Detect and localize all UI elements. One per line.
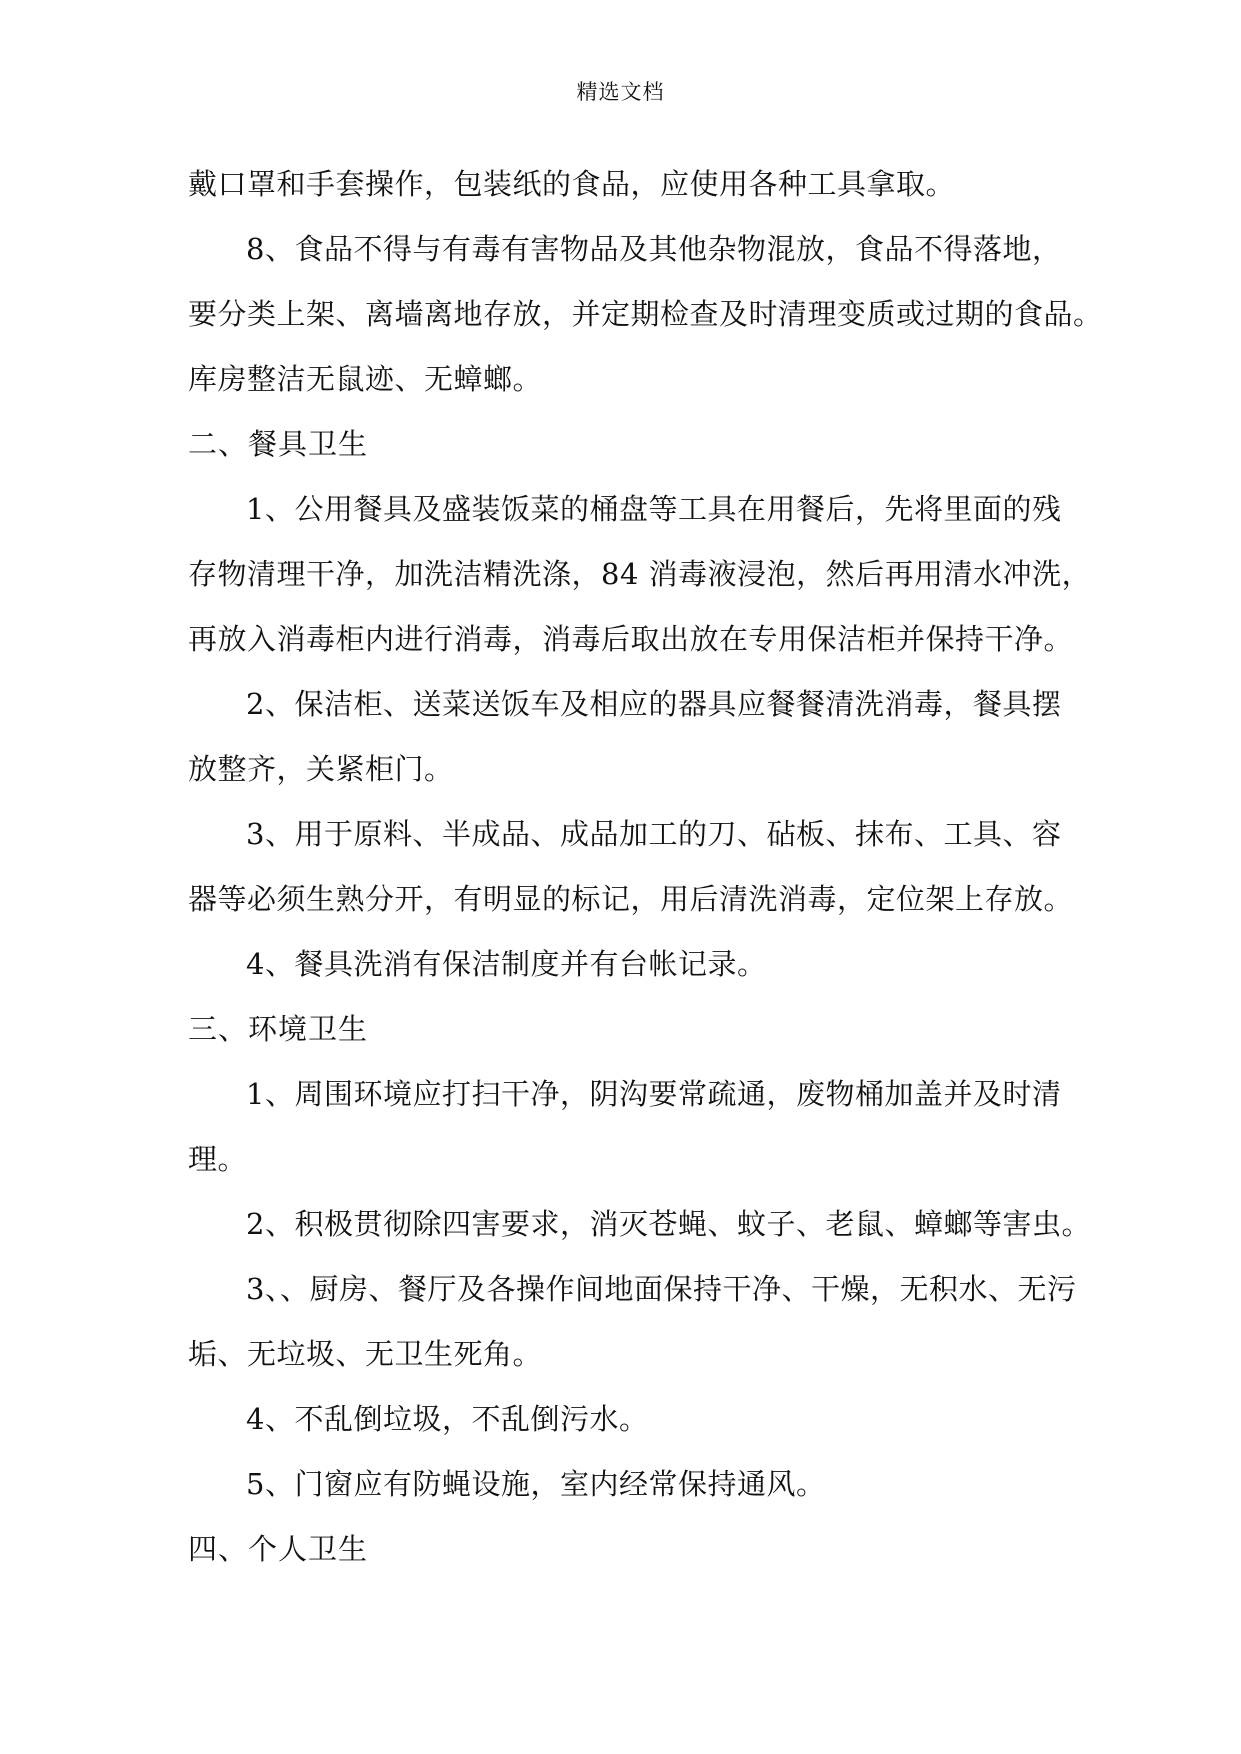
- paragraph-line: 5、门窗应有防蝇设施，室内经常保持通风。: [246, 1467, 826, 1501]
- paragraph-line: 器等必须生熟分开，有明显的标记，用后清洗消毒，定位架上存放。: [188, 882, 1074, 916]
- paragraph-line: 要分类上架、离墙离地存放，并定期检查及时清理变质或过期的食品。: [188, 297, 1103, 331]
- paragraph-line: 1、周围环境应打扫干净，阴沟要常疏通，废物桶加盖并及时清: [246, 1077, 1062, 1111]
- section-heading: 二、餐具卫生: [188, 427, 369, 461]
- paragraph-line: 垢、无垃圾、无卫生死角。: [188, 1337, 543, 1371]
- paragraph-line: 1、公用餐具及盛装饭菜的桶盘等工具在用餐后，先将里面的残: [246, 492, 1062, 526]
- paragraph-line: 2、积极贯彻除四害要求，消灭苍蝇、蚊子、老鼠、蟑螂等害虫。: [246, 1207, 1091, 1241]
- paragraph-line: 存物清理干净，加洗洁精洗涤，84 消毒液浸泡，然后再用清水冲洗，: [188, 557, 1092, 591]
- paragraph-line: 再放入消毒柜内进行消毒，消毒后取出放在专用保洁柜并保持干净。: [188, 622, 1074, 656]
- section-heading: 三、环境卫生: [188, 1012, 369, 1046]
- paragraph-line: 戴口罩和手套操作，包装纸的食品，应使用各种工具拿取。: [188, 167, 956, 201]
- paragraph-line: 8、食品不得与有毒有害物品及其他杂物混放，食品不得落地，: [246, 232, 1062, 266]
- paragraph-line: 3、、厨房、餐厅及各操作间地面保持干净、干燥，无积水、无污: [246, 1272, 1077, 1306]
- section-heading: 四、个人卫生: [188, 1532, 369, 1566]
- paragraph-line: 4、餐具洗消有保洁制度并有台帐记录。: [246, 947, 767, 981]
- page-header: 精选文档: [576, 80, 665, 104]
- paragraph-line: 理。: [188, 1142, 248, 1176]
- document-body: [188, 152, 1103, 1582]
- paragraph-line: 放整齐，关紧柜门。: [188, 752, 454, 786]
- paragraph-line: 库房整洁无鼠迹、无蟑螂。: [188, 362, 543, 396]
- paragraph-line: 3、用于原料、半成品、成品加工的刀、砧板、抹布、工具、容: [246, 817, 1062, 851]
- paragraph-line: 2、保洁柜、送菜送饭车及相应的器具应餐餐清洗消毒，餐具摆: [246, 687, 1062, 721]
- paragraph-line: 4、不乱倒垃圾，不乱倒污水。: [246, 1402, 649, 1436]
